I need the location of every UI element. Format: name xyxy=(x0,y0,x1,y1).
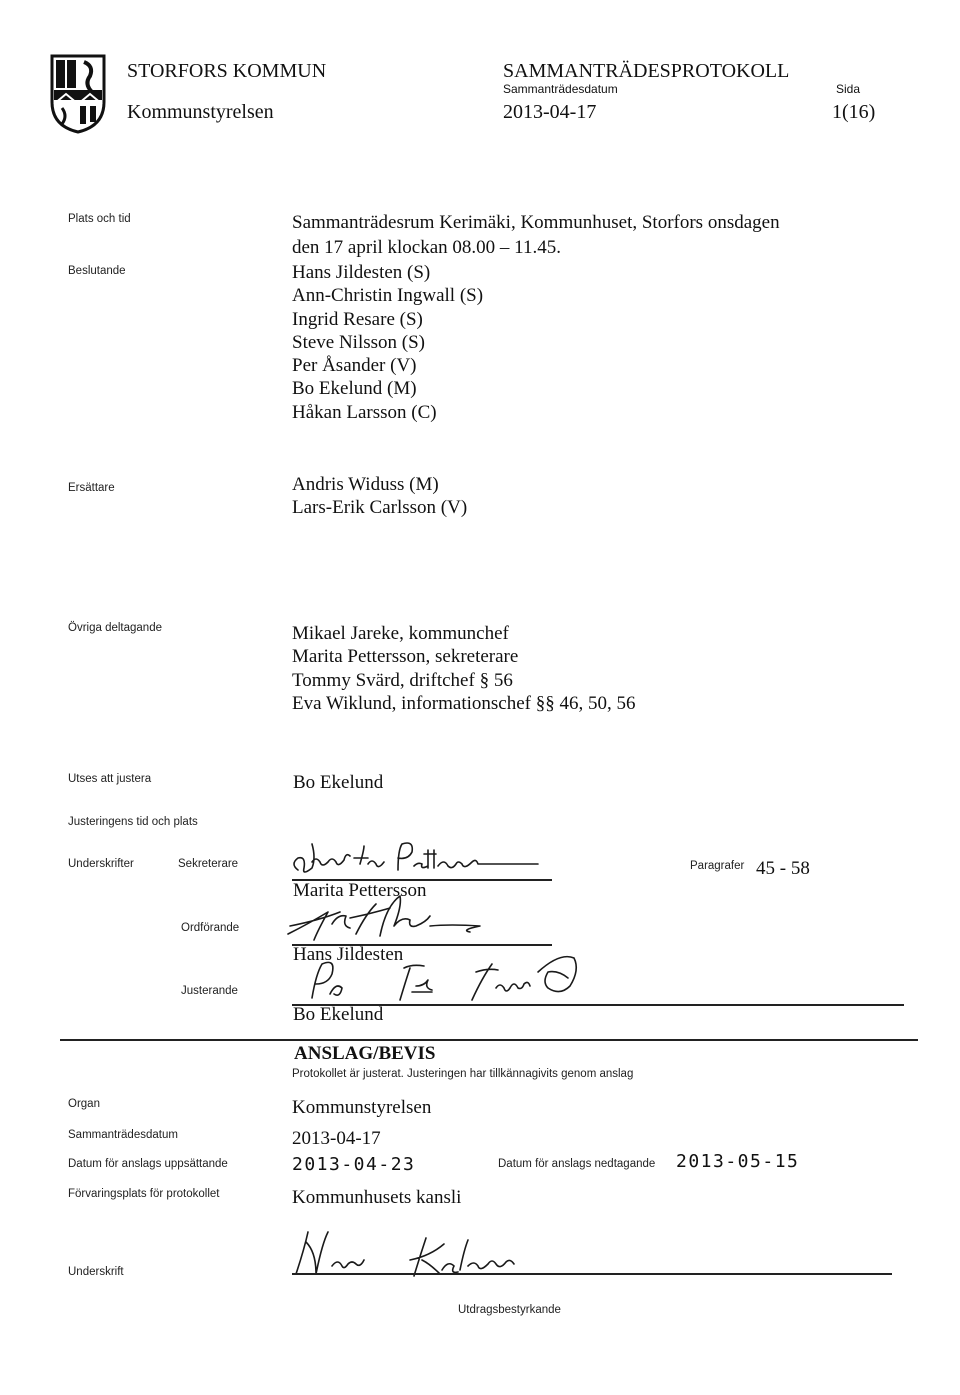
member: Bo Ekelund (M) xyxy=(292,378,417,400)
adjuster-name: Bo Ekelund xyxy=(293,1004,384,1025)
removed-date-value: 2013-05-15 xyxy=(676,1151,800,1172)
signatures-label: Underskrifter xyxy=(68,858,134,870)
substitutes-list xyxy=(292,473,467,520)
chair-signature xyxy=(280,894,550,946)
decision-makers-label: Beslutande xyxy=(68,265,126,277)
meeting-date: 2013-04-17 xyxy=(503,101,597,123)
others-list xyxy=(292,622,635,715)
notice-meeting-date-label: Sammanträdesdatum xyxy=(68,1129,178,1141)
place-label: Plats och tid xyxy=(68,213,131,225)
chair-label: Ordförande xyxy=(181,922,240,934)
signature-label: Underskrift xyxy=(68,1266,124,1278)
adjuster-label: Justerande xyxy=(181,985,238,997)
secretary-label: Sekreterare xyxy=(178,858,239,870)
member: Ann-Christin Ingwall (S) xyxy=(292,285,484,307)
organ-value: Kommunstyrelsen xyxy=(292,1097,432,1118)
adjust-label: Utses att justera xyxy=(68,773,152,785)
others-label: Övriga deltagande xyxy=(68,622,162,634)
place-line-2: den 17 april klockan 08.00 – 11.45. xyxy=(292,237,561,258)
municipal-logo xyxy=(50,54,106,134)
org-unit: Kommunstyrelsen xyxy=(127,101,274,123)
notice-signature xyxy=(282,1226,582,1278)
participant: Tommy Svärd, driftchef § 56 xyxy=(292,669,513,691)
member: Per Åsander (V) xyxy=(292,355,417,377)
adjust-value: Bo Ekelund xyxy=(293,772,384,793)
organ-label: Organ xyxy=(68,1098,100,1110)
certified-label: Utdragsbestyrkande xyxy=(458,1304,561,1316)
member: Håkan Larsson (C) xyxy=(292,401,437,423)
member: Hans Jildesten (S) xyxy=(292,262,431,283)
substitute: Lars-Erik Carlsson (V) xyxy=(292,497,468,519)
org-name: STORFORS KOMMUN xyxy=(127,60,327,82)
doc-type: SAMMANTRÄDESPROTOKOLL xyxy=(503,60,790,82)
participant: Marita Pettersson, sekreterare xyxy=(292,646,519,668)
substitute: Andris Widuss (M) xyxy=(292,474,439,495)
place-line-1: Sammanträdesrum Kerimäki, Kommunhuset, Storfors onsdagen xyxy=(292,212,780,233)
member: Steve Nilsson (S) xyxy=(292,331,425,353)
adjuster-signature xyxy=(296,950,616,1006)
secretary-name: Marita Pettersson xyxy=(293,880,427,901)
page-label: Sida xyxy=(836,82,861,96)
page-number: 1(16) xyxy=(832,101,876,123)
chair-name: Hans Jildesten xyxy=(293,944,404,965)
secretary-signature xyxy=(282,840,552,882)
storage-value: Kommunhusets kansli xyxy=(292,1187,462,1208)
storage-label: Förvaringsplats för protokollet xyxy=(68,1188,220,1200)
removed-date-label: Datum för anslags nedtagande xyxy=(498,1158,656,1170)
decision-makers-list xyxy=(292,261,483,424)
member: Ingrid Resare (S) xyxy=(292,308,423,330)
notice-title: ANSLAG/BEVIS xyxy=(294,1043,436,1064)
adjust-time-place-label: Justeringens tid och plats xyxy=(68,816,198,828)
posted-date-value: 2013-04-23 xyxy=(292,1154,416,1175)
posted-date-label: Datum för anslags uppsättande xyxy=(68,1158,228,1170)
notice-subtitle: Protokollet är justerat. Justeringen har tillkännagivits genom anslag xyxy=(292,1068,634,1080)
substitutes-label: Ersättare xyxy=(68,482,115,494)
notice-meeting-date-value: 2013-04-17 xyxy=(292,1128,381,1149)
paragraphs-value: 45 - 58 xyxy=(756,858,810,879)
meeting-date-label: Sammanträdesdatum xyxy=(503,82,618,96)
participant: Eva Wiklund, informationschef §§ 46, 50, 56 xyxy=(292,692,636,714)
paragraphs-label: Paragrafer xyxy=(690,860,745,872)
participant: Mikael Jareke, kommunchef xyxy=(292,623,509,644)
